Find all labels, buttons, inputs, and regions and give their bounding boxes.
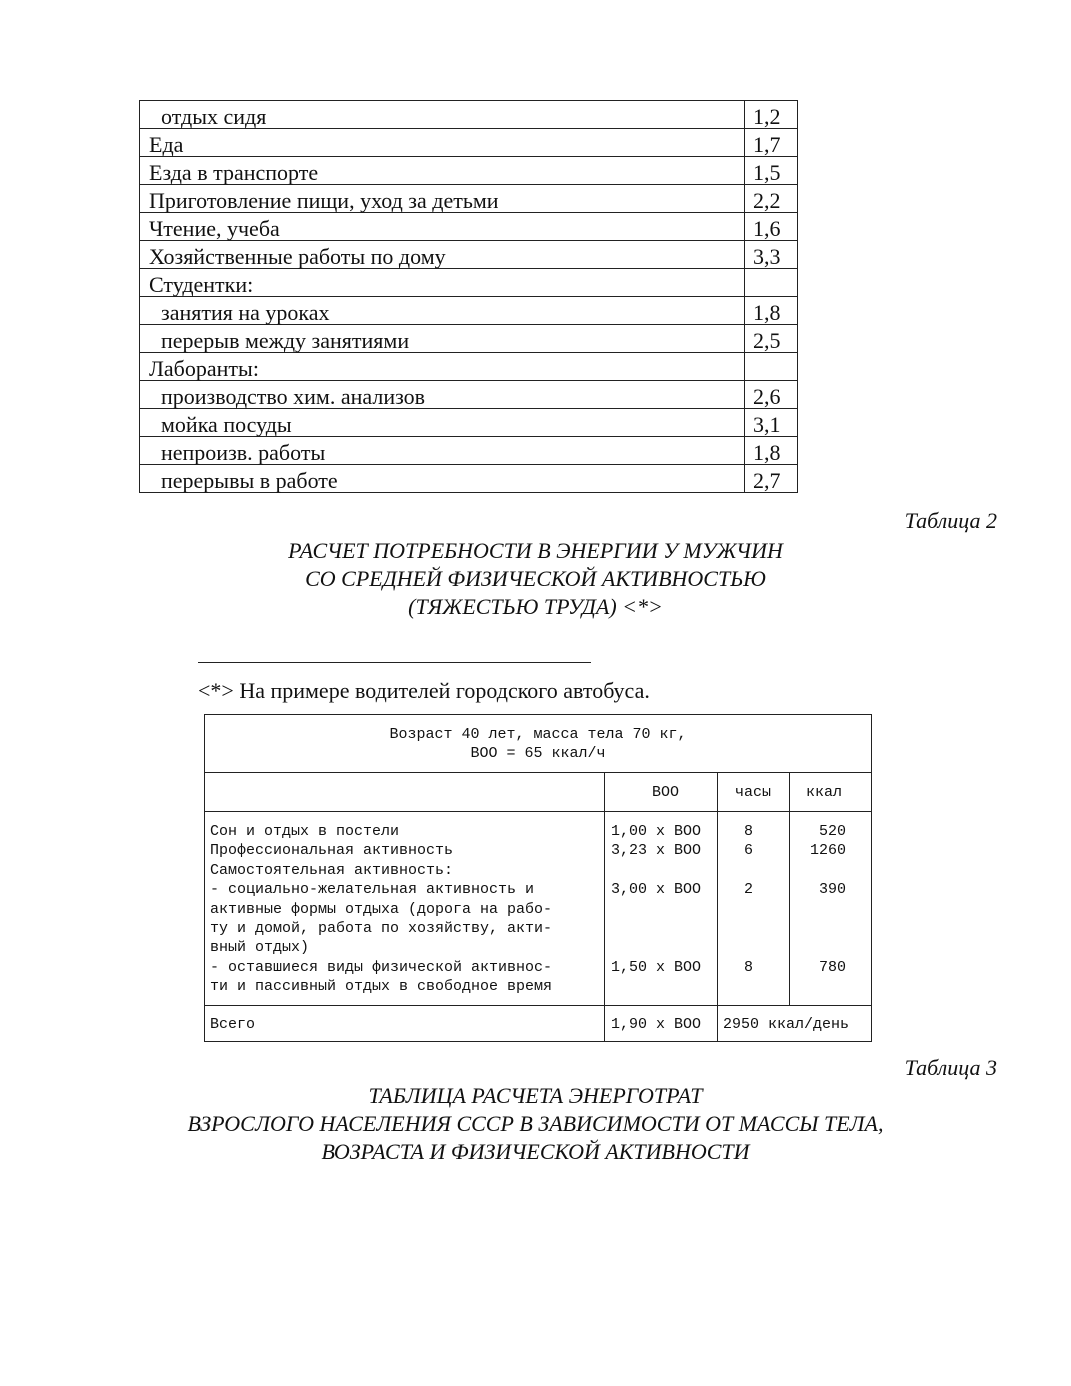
boo-factor: 3,00 x ВОО [611,881,702,899]
activity-name: отдых сидя [140,101,745,129]
table-row [140,157,798,185]
table-3-title-line: ТАБЛИЦА РАСЧЕТА ЭНЕРГОТРАТ [368,1083,703,1108]
table-row [140,213,798,241]
activity-coefficient: 2,6 [745,381,798,409]
column-header-boo: ВОО [652,784,680,801]
hours-value: 2 [744,881,754,899]
table-3-title-line: ВОЗРАСТА И ФИЗИЧЕСКОЙ АКТИВНОСТИ [321,1139,750,1164]
activity-description: Самостоятельная активность: [210,861,454,879]
table-header-line: ВОО = 65 ккал/ч [470,745,606,762]
activity-name: перерыв между занятиями [140,325,745,353]
activity-coefficient: 2,7 [745,465,798,493]
activity-coefficient-table [139,100,798,493]
table-row [140,185,798,213]
table-3-label: Таблица 3 [904,1055,997,1080]
activity-description: ти и пассивный отдых в свободное время [210,978,553,996]
header-divider [205,772,871,773]
activity-coefficient: 1,5 [745,157,798,185]
table-2-title-line: СО СРЕДНЕЙ ФИЗИЧЕСКОЙ АКТИВНОСТЬЮ [305,566,766,591]
activity-coefficient: 1,8 [745,297,798,325]
total-boo: 1,90 x ВОО [611,1016,702,1033]
energy-calculation-table [204,714,872,1042]
activity-name: занятия на уроках [140,297,745,325]
activity-coefficient: 1,8 [745,437,798,465]
column-header-divider [205,811,871,812]
hours-value: 6 [744,842,754,860]
table-row [140,241,798,269]
activity-name: Чтение, учеба [140,213,745,241]
table-header-line: Возраст 40 лет, масса тела 70 кг, [389,726,687,743]
activity-name: Приготовление пищи, уход за детьми [140,185,745,213]
kcal-value: 520 [818,823,846,840]
activity-coefficient [745,269,798,297]
table-2-title [0,537,1071,621]
table-3-title-line: ВЗРОСЛОГО НАСЕЛЕНИЯ СССР В ЗАВИСИМОСТИ ОТ МАССЫ ТЕЛА, [187,1111,884,1136]
kcal-value: 1260 [809,842,846,860]
hours-value: 8 [744,958,754,976]
activity-coefficient [745,353,798,381]
activity-coefficient: 1,7 [745,129,798,157]
table-row [140,101,798,129]
boo-factor: 1,50 x ВОО [611,958,702,976]
table-row [140,409,798,437]
footnote-divider [198,662,591,663]
activity-name: производство хим. анализов [140,381,745,409]
kcal-value: 390 [818,881,846,899]
table-row [140,353,798,381]
activity-name: Хозяйственные работы по дому [140,241,745,269]
activity-description: Сон и отдых в постели [210,823,400,840]
total-result: 2950 ккал/день [723,1016,850,1033]
activity-description: ту и домой, работа по хозяйству, акти- [210,920,553,937]
activity-name: Езда в транспорте [140,157,745,185]
column-header-hours: часы [735,784,772,801]
table-2-title-line: РАСЧЕТ ПОТРЕБНОСТИ В ЭНЕРГИИ У МУЖЧИН [288,538,783,563]
column-divider [789,772,790,1005]
activity-coefficient: 2,5 [745,325,798,353]
table-row [140,325,798,353]
activity-coefficient: 2,2 [745,185,798,213]
table-row [140,129,798,157]
table-2-title-line: (ТЯЖЕСТЬЮ ТРУДА) <*> [408,594,663,619]
column-divider [717,772,718,1042]
boo-factor: 3,23 x ВОО [611,842,702,860]
activity-description: - оставшиеся виды физической активнос- [210,958,553,976]
footnote: <*> На примере водителей городского автобуса. [198,678,650,703]
activity-name: Лаборанты: [140,353,745,381]
activity-description: активные формы отдыха (дорога на рабо- [210,900,553,918]
activity-coefficient: 3,1 [745,409,798,437]
table-row [140,269,798,297]
hours-value: 8 [744,823,754,840]
column-header-kcal: ккал [806,784,843,801]
table-row [140,465,798,493]
activity-description: вный отдых) [210,939,310,957]
activity-name: перерывы в работе [140,465,745,493]
total-divider [205,1005,871,1006]
activity-name: непроизв. работы [140,437,745,465]
activity-description: - социально-желательная активность и [210,881,535,899]
table-row [140,297,798,325]
activity-coefficient: 1,6 [745,213,798,241]
total-label: Всего [210,1016,256,1033]
boo-factor: 1,00 x ВОО [611,823,702,840]
column-divider [604,772,605,1042]
activity-coefficient: 3,3 [745,241,798,269]
activity-name: Еда [140,129,745,157]
kcal-value: 780 [818,958,846,976]
activity-description: Профессиональная активность [210,842,454,860]
activity-coefficient: 1,2 [745,101,798,129]
table-3-title [0,1082,1071,1166]
activity-name: Студентки: [140,269,745,297]
table-2-label: Таблица 2 [904,508,997,533]
table-row [140,437,798,465]
activity-name: мойка посуды [140,409,745,437]
table-row [140,381,798,409]
